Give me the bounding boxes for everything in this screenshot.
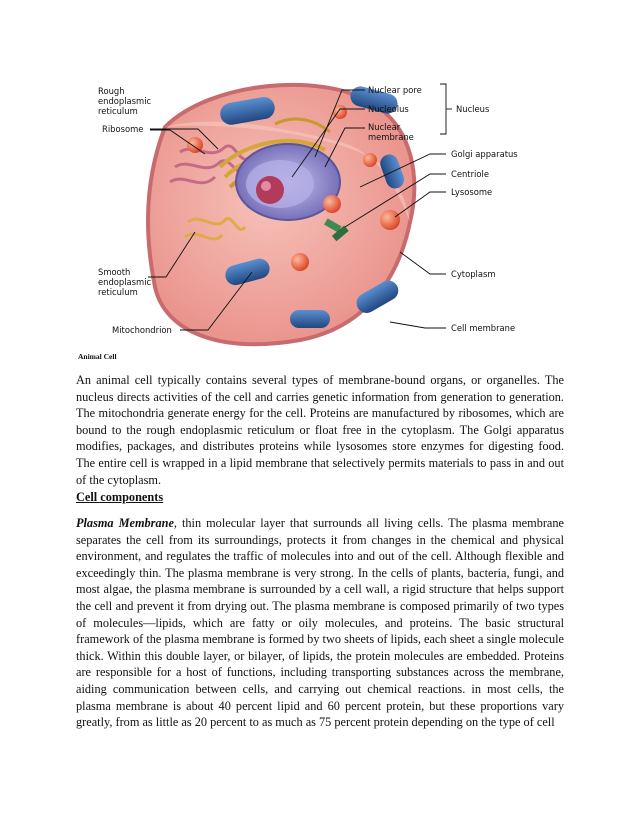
figure-caption: Animal Cell	[78, 352, 117, 361]
cytoplasm-label: Cytoplasm	[451, 269, 496, 279]
nucleolus-label: Nucleolus	[368, 104, 409, 114]
nuclear-pore-label: Nuclear pore	[368, 85, 422, 95]
mitochondrion-label: Mitochondrion	[112, 325, 172, 335]
animal-cell-illustration	[70, 72, 540, 347]
plasma-membrane-body: , thin molecular layer that surrounds all living cells. The plasma membrane separates the cell from its surroundings, protects it from changes in the chemical and physical environment, and regulates the traffic of molecules into and out of the cell. Although flexible and exceedingly thin. The plasma membrane is very strong. In the cells of plants, bacteria, fungi, and most algae, the plasma membrane is surrounded by a cell wall, a rigid structure that helps support the cell and prevent it from drying out. The plasma membrane is composed primarily of two types of molecules—lipids, which are fatty or oily molecules, and proteins. The basic structural framework of the plasma membrane is formed by two sheets of lipids, each sheet a single molecule thick. Within this double layer, or bilayer, of lipids, the protein molecules are embedded. Proteins are responsible for a host of functions, including transporting substances across the membrane, aiding communication between cells, and carrying out chemical reactions. in most cells, the plasma membrane is about 40 percent lipid and 60 percent protein, but these proportions vary greatly, from as little as 20 percent to as much as 75 percent protein depending on the type of cell	[76, 516, 564, 730]
nucleus-label: Nucleus	[456, 104, 490, 114]
nucleolus-highlight	[261, 181, 271, 191]
plasma-membrane-paragraph	[76, 515, 564, 731]
smooth-er-label-line2: endoplasmic	[98, 277, 152, 287]
plasma-membrane-term: Plasma Membrane	[76, 516, 174, 530]
nucleolus-shape	[256, 176, 284, 204]
cell-membrane-label: Cell membrane	[451, 323, 516, 333]
nuclear-membrane-label-line2: membrane	[368, 132, 414, 142]
rough-er-label-line3: reticulum	[98, 106, 138, 116]
nuclear-membrane-label-line1: Nuclear	[368, 122, 401, 132]
section-heading: Cell components	[76, 490, 164, 504]
rough-er-label-line1: Rough	[98, 86, 125, 96]
ribosome-label: Ribosome	[102, 124, 144, 134]
lysosome-label: Lysosome	[451, 187, 493, 197]
rough-er-label-line2: endoplasmic	[98, 96, 152, 106]
smooth-er-label-line3: reticulum	[98, 287, 138, 297]
golgi-label: Golgi apparatus	[451, 149, 518, 159]
intro-paragraph: An animal cell typically contains several types of membrane-bound organs, or organelles. The nucleus directs activities of the cell and carries genetic information from generation to generation. The mitochondria generate energy for the cell. Proteins are manufactured by ribosomes, which are bound to the rough endoplasmic reticulum or float free in the cytoplasm. The Golgi apparatus modifies, packages, and distributes proteins while lysosomes store enzymes for digesting food. The entire cell is wrapped in a lipid membrane that selectively permits materials to pass in and out of the cytoplasm.	[76, 373, 564, 487]
animal-cell-diagram	[70, 72, 540, 347]
centriole-label: Centriole	[451, 169, 489, 179]
smooth-er-label-line1: Smooth	[98, 267, 131, 277]
